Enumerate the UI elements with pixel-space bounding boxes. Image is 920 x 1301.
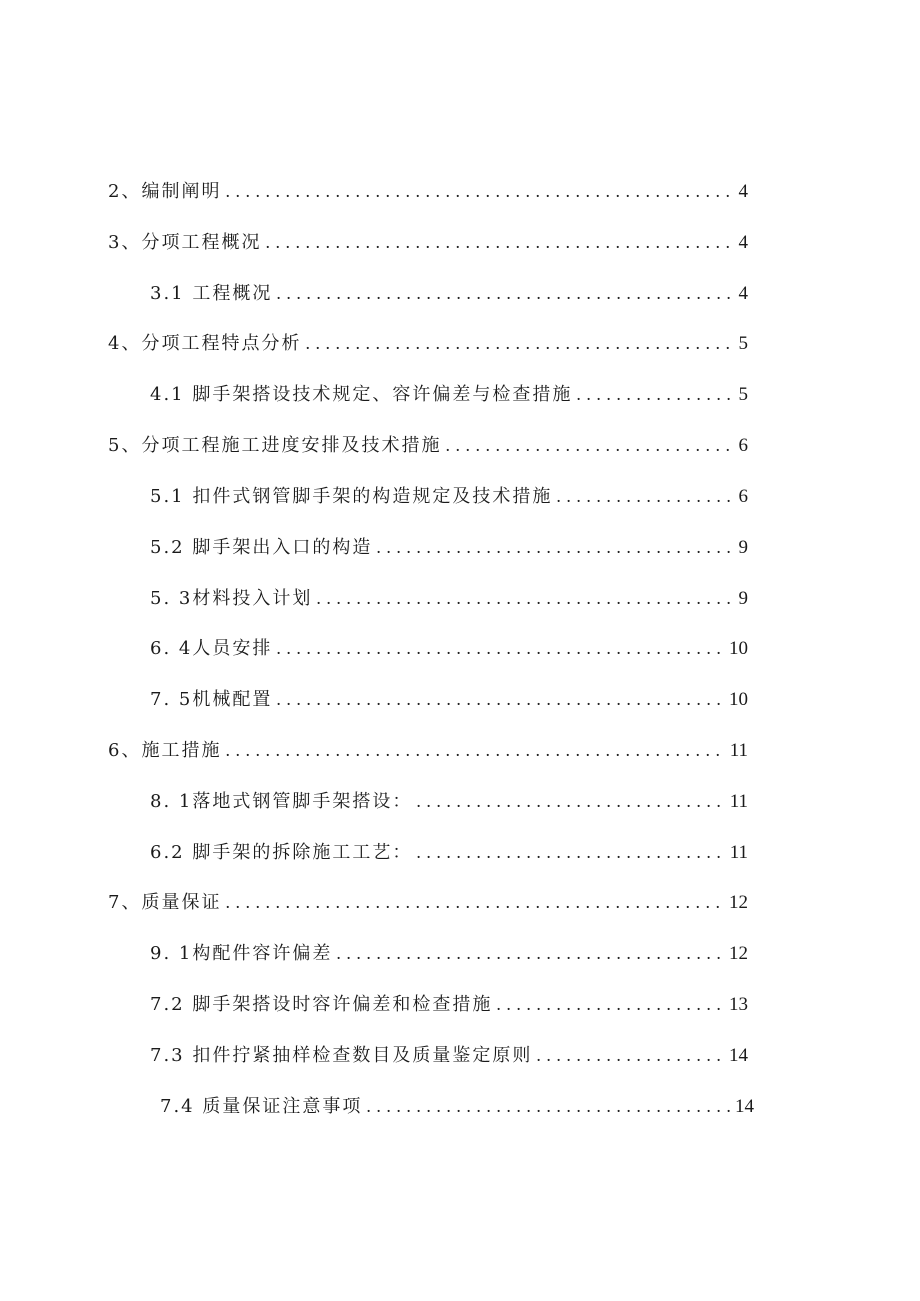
toc-entry-5-2[interactable] (150, 532, 748, 562)
toc-entry-title: 5、分项工程施工进度安排及技术措施 (108, 435, 442, 456)
toc-entry-8-1[interactable] (150, 786, 748, 816)
toc-entry-7-3[interactable] (150, 1040, 748, 1070)
toc-page-number: 10 (729, 689, 748, 710)
toc-entry-6-2[interactable] (150, 837, 748, 867)
toc-dot-leader (316, 583, 734, 613)
toc-entry-title: 4、分项工程特点分析 (108, 333, 302, 354)
toc-dot-leader (225, 887, 725, 917)
toc-entry-title: 7. 5机械配置 (150, 689, 273, 710)
toc-dot-leader (225, 176, 734, 206)
toc-page-number: 5 (738, 384, 748, 405)
toc-entry-3-1[interactable] (150, 278, 748, 308)
toc-entry-title: 9. 1构配件容许偏差 (150, 943, 333, 964)
toc-dot-leader (305, 328, 734, 358)
toc-entry-title: 3.1 工程概况 (150, 283, 273, 304)
toc-entry-title: 4.1 脚手架搭设技术规定、容许偏差与检查措施 (150, 384, 573, 405)
toc-page-number: 4 (738, 283, 748, 304)
toc-entry-title: 7.2 脚手架搭设时容许偏差和检查措施 (150, 994, 493, 1015)
toc-dot-leader (576, 379, 734, 409)
toc-page-number: 12 (729, 892, 748, 913)
toc-page-number: 9 (738, 588, 748, 609)
toc-entry-7-2[interactable] (150, 989, 748, 1019)
toc-entry-2[interactable] (108, 176, 748, 206)
toc-dot-leader (265, 227, 734, 257)
toc-entry-7-4[interactable] (160, 1091, 754, 1121)
toc-dot-leader (336, 938, 725, 968)
toc-entry-title: 7、质量保证 (108, 892, 222, 913)
toc-entry-title: 5. 3材料投入计划 (150, 588, 313, 609)
toc-entry-title: 2、编制阐明 (108, 181, 222, 202)
toc-page-number: 4 (738, 232, 748, 253)
toc-entry-title: 7.3 扣件拧紧抽样检查数目及质量鉴定原则 (150, 1045, 533, 1066)
toc-page-number: 14 (729, 1045, 748, 1066)
toc-entry-title: 5.1 扣件式钢管脚手架的构造规定及技术措施 (150, 486, 553, 507)
toc-dot-leader (556, 481, 734, 511)
toc-entry-6[interactable] (108, 735, 748, 765)
toc-page-number: 14 (735, 1096, 754, 1117)
toc-entry-7-5[interactable] (150, 684, 748, 714)
toc-page-number: 11 (729, 791, 748, 812)
toc-page-number: 10 (729, 638, 748, 659)
toc-page-number: 6 (738, 486, 748, 507)
toc-entry-title: 3、分项工程概况 (108, 232, 262, 253)
toc-dot-leader (276, 278, 734, 308)
toc-entry-6-4[interactable] (150, 633, 748, 663)
toc-dot-leader (225, 735, 725, 765)
toc-page-number: 12 (729, 943, 748, 964)
toc-entry-title: 7.4 质量保证注意事项 (160, 1096, 363, 1117)
toc-dot-leader (276, 684, 725, 714)
toc-page-number: 4 (738, 181, 748, 202)
toc-dot-leader (536, 1040, 725, 1070)
toc-dot-leader (366, 1091, 731, 1121)
toc-dot-leader (376, 532, 734, 562)
toc-entry-title: 6.2 脚手架的拆除施工工艺： (150, 842, 413, 863)
toc-page-number: 11 (729, 842, 748, 863)
toc-entry-title: 8. 1落地式钢管脚手架搭设： (150, 791, 413, 812)
toc-page-number: 9 (738, 537, 748, 558)
toc-dot-leader (496, 989, 725, 1019)
toc-page-number: 13 (729, 994, 748, 1015)
toc-page-number: 11 (729, 740, 748, 761)
toc-entry-9-1[interactable] (150, 938, 748, 968)
toc-dot-leader (445, 430, 734, 460)
toc-entry-5-1[interactable] (150, 481, 748, 511)
toc-dot-leader (276, 633, 725, 663)
toc-entry-3[interactable] (108, 227, 748, 257)
toc-dot-leader (416, 837, 725, 867)
toc-entry-title: 6. 4人员安排 (150, 638, 273, 659)
toc-entry-title: 5.2 脚手架出入口的构造 (150, 537, 373, 558)
toc-dot-leader (416, 786, 725, 816)
toc-entry-title: 6、施工措施 (108, 740, 222, 761)
toc-entry-4[interactable] (108, 328, 748, 358)
toc-entry-7[interactable] (108, 887, 748, 917)
toc-page-number: 5 (738, 333, 748, 354)
toc-page-number: 6 (738, 435, 748, 456)
toc-entry-5[interactable] (108, 430, 748, 460)
toc-entry-5-3[interactable] (150, 583, 748, 613)
toc-entry-4-1[interactable] (150, 379, 748, 409)
